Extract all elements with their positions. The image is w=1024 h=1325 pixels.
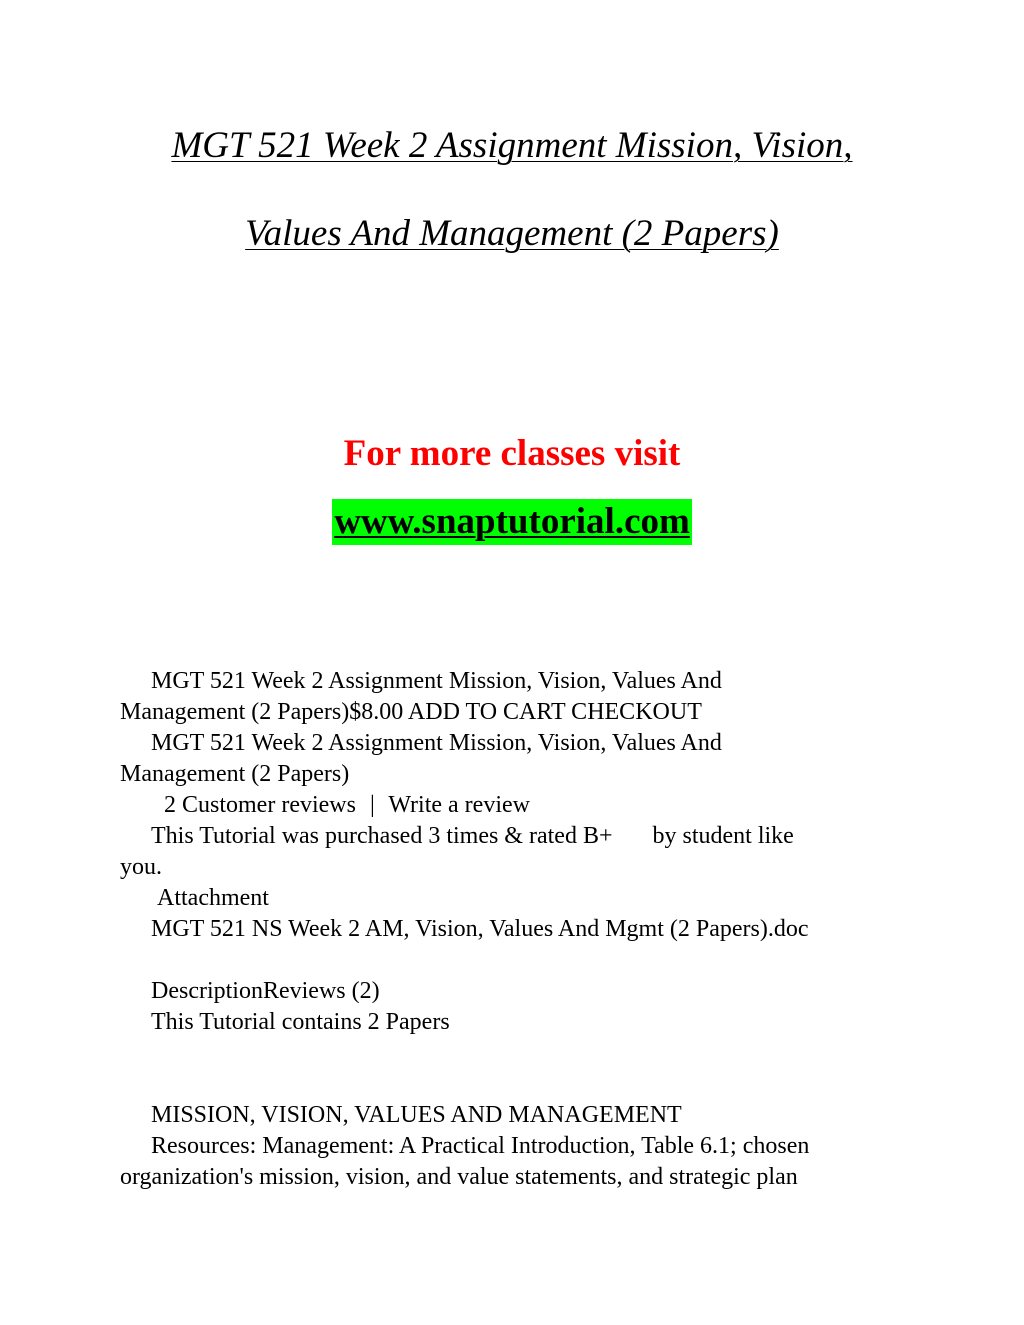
purchase-text: This Tutorial was purchased 3 times & rated B+: [151, 823, 613, 849]
purchase-info-line: [120, 821, 910, 852]
attachment-label: Attachment: [157, 885, 269, 911]
document-body: [120, 666, 910, 1193]
section-heading: MISSION, VISION, VALUES AND MANAGEMENT: [151, 1102, 682, 1128]
document-title-line-1: MGT 521 Week 2 Assignment Mission, Vision,: [171, 125, 853, 166]
tutorial-contains: This Tutorial contains 2 Papers: [151, 1009, 450, 1035]
reviews-line: [120, 790, 910, 821]
product-name-line-2: Management (2 Papers): [120, 761, 350, 787]
promo-link-container: [0, 499, 1024, 545]
reviews-count[interactable]: 2 Customer reviews: [164, 792, 356, 818]
attachment-file-link[interactable]: MGT 521 NS Week 2 AM, Vision, Values And Mgmt (2 Papers).doc: [151, 916, 809, 942]
promo-text: For more classes visit: [343, 433, 681, 474]
write-review-link[interactable]: Write a review: [388, 792, 530, 818]
resources-line-2: organization's mission, vision, and value statements, and strategic plan: [120, 1164, 798, 1190]
purchase-info-line-2: you.: [120, 854, 162, 880]
product-name-line-1: MGT 521 Week 2 Assignment Mission, Vision, Values And: [151, 730, 722, 756]
product-title-line-1: MGT 521 Week 2 Assignment Mission, Vision, Values And: [151, 668, 722, 694]
resources-line-1: Resources: Management: A Practical Introduction, Table 6.1; chosen: [151, 1133, 810, 1159]
product-title-line-2: Management (2 Papers)$8.00 ADD TO CART CHECKOUT: [120, 699, 702, 725]
description-reviews-tabs[interactable]: DescriptionReviews (2): [151, 978, 380, 1004]
document-title-line-2: Values And Management (2 Papers): [245, 213, 779, 254]
reviews-separator: |: [369, 792, 375, 818]
promo-link[interactable]: www.snaptutorial.com: [332, 499, 692, 545]
purchase-text-end: by student like: [652, 823, 794, 849]
